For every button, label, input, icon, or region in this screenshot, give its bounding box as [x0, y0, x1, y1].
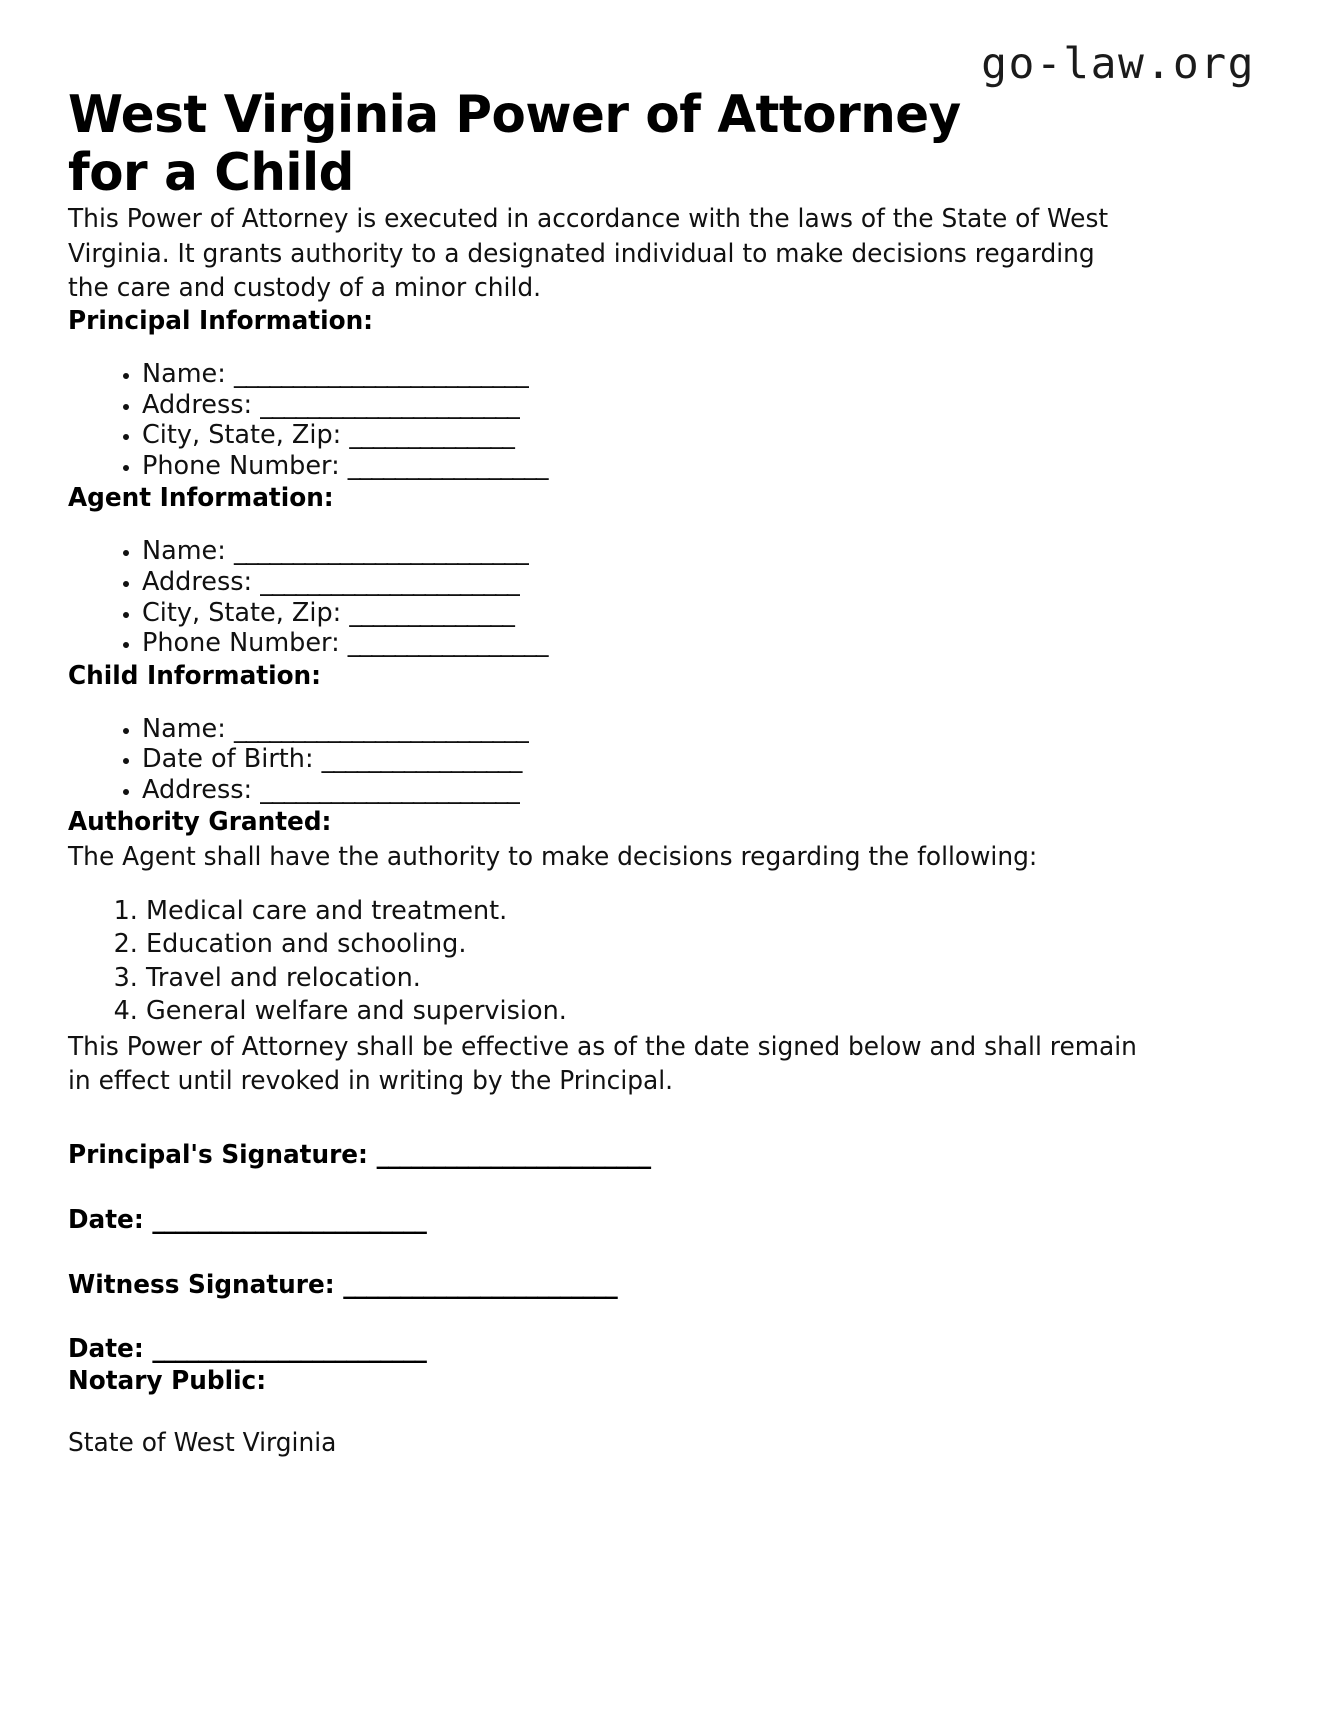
signature-blank[interactable]: ________________________	[343, 1269, 617, 1300]
effective-clause: This Power of Attorney shall be effective as of the date signed below and shall remain in effect until revoked in writing by the Principal.	[68, 1032, 1137, 1097]
list-item	[142, 715, 1263, 744]
site-logo: go-law.org	[981, 39, 1255, 89]
field-blank[interactable]: _________________	[321, 744, 522, 775]
principal-date-line	[68, 1205, 1227, 1236]
list-item	[142, 537, 1263, 566]
list-item	[142, 776, 1263, 805]
list-item: 3. Travel and relocation.	[146, 963, 1263, 994]
page-title: West Virginia Power of Attorney for a Child	[68, 85, 961, 204]
principal-field-list	[68, 360, 1263, 480]
list-item	[142, 599, 1263, 628]
list-item	[142, 391, 1263, 420]
field-blank[interactable]: ______________	[349, 420, 514, 451]
list-item	[142, 629, 1263, 658]
field-blank[interactable]: _________________________	[233, 536, 528, 567]
field-label: Name:	[142, 359, 226, 390]
section-heading-agent: Agent Information:	[68, 483, 334, 514]
list-item: 4. General welfare and supervision.	[146, 996, 1263, 1027]
site-logo-row	[68, 0, 1263, 89]
authority-list	[68, 896, 1263, 1027]
signature-label: Principal's Signature:	[68, 1140, 368, 1171]
field-blank[interactable]: ______________	[349, 597, 514, 628]
section-heading-child: Child Information:	[68, 660, 322, 691]
agent-field-list	[68, 537, 1263, 657]
list-item: 1. Medical care and treatment.	[146, 896, 1263, 927]
field-label: Name:	[142, 536, 226, 567]
section-heading-notary: Notary Public:	[68, 1365, 267, 1396]
list-item	[142, 745, 1263, 774]
intro-paragraph: This Power of Attorney is executed in accordance with the laws of the State of West Virginia. It grants authority to a designated individual to make decisions regarding the care and custody of a minor child.	[68, 204, 1109, 303]
notary-state-line: State of West Virginia	[68, 1427, 337, 1458]
child-field-list	[68, 715, 1263, 805]
field-label: Address:	[142, 566, 253, 597]
field-blank[interactable]: _________________________	[233, 359, 528, 390]
signature-label: Date:	[68, 1204, 144, 1235]
field-label: City, State, Zip:	[142, 597, 342, 628]
list-item	[142, 421, 1263, 450]
field-label: Address:	[142, 774, 253, 805]
section-heading-principal: Principal Information:	[68, 305, 374, 336]
authority-intro: The Agent shall have the authority to make decisions regarding the following:	[68, 841, 1038, 872]
signature-blank[interactable]: ________________________	[152, 1204, 426, 1235]
field-blank[interactable]: ______________________	[260, 774, 519, 805]
field-label: Date of Birth:	[142, 744, 314, 775]
field-label: Address:	[142, 389, 253, 420]
field-label: Phone Number:	[142, 450, 340, 481]
signature-blank[interactable]: ________________________	[152, 1334, 426, 1365]
signature-blank[interactable]: ________________________	[376, 1140, 651, 1171]
field-blank[interactable]: ______________________	[260, 566, 519, 597]
field-label: City, State, Zip:	[142, 420, 342, 451]
witness-signature-line	[68, 1270, 1227, 1301]
list-item	[142, 360, 1263, 389]
list-item	[142, 452, 1263, 481]
section-heading-authority: Authority Granted:	[68, 807, 332, 838]
field-label: Name:	[142, 713, 226, 744]
field-blank[interactable]: _________________________	[233, 713, 528, 744]
field-label: Phone Number:	[142, 628, 340, 659]
list-item	[142, 568, 1263, 597]
field-blank[interactable]: _________________	[347, 450, 548, 481]
signature-label: Date:	[68, 1334, 144, 1365]
field-blank[interactable]: ______________________	[260, 389, 519, 420]
principal-signature-line	[68, 1140, 1227, 1171]
witness-date-line	[68, 1334, 1227, 1365]
signature-label: Witness Signature:	[68, 1269, 335, 1300]
field-blank[interactable]: _________________	[347, 628, 548, 659]
list-item: 2. Education and schooling.	[146, 929, 1263, 960]
